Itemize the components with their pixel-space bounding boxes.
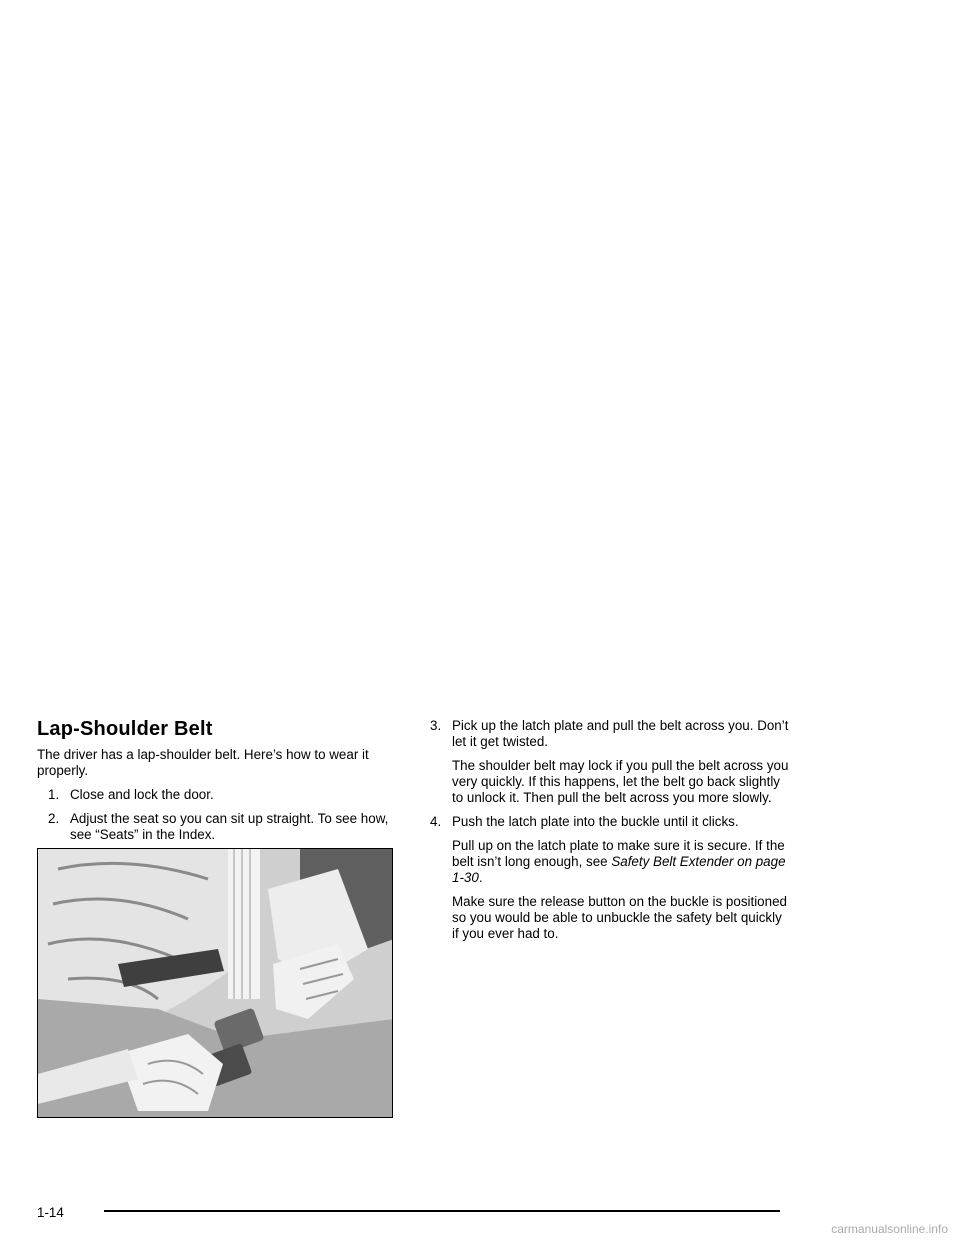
step-4-note-end: .: [478, 870, 483, 885]
step-1-text: Close and lock the door.: [70, 787, 214, 802]
step-4-text: Push the latch plate into the buckle until it clicks.: [452, 814, 739, 829]
step-2: [37, 811, 403, 843]
footer-rule: [104, 1210, 780, 1212]
right-column: [430, 718, 790, 950]
left-column: [37, 747, 403, 851]
seatbelt-illustration: [37, 848, 393, 1118]
step-1: [37, 787, 403, 803]
step-3: [430, 718, 790, 750]
page-number: 1-14: [37, 1205, 64, 1220]
step-4-note: [430, 838, 790, 886]
step-3-number: 3.: [430, 718, 442, 733]
intro-paragraph: The driver has a lap-shoulder belt. Here’s how to wear it properly.: [37, 747, 369, 778]
step-3-text: Pick up the latch plate and pull the belt across you. Don’t let it get twisted.: [452, 718, 789, 749]
step-4-note-2: Make sure the release button on the buckle is positioned so you would be able to unbuckle the safety belt quickly if you ever had to.: [452, 894, 787, 941]
step-1-number: 1.: [48, 787, 60, 802]
section-heading: Lap-Shoulder Belt: [37, 718, 213, 740]
safety-belt-extender-reference: Safety Belt Extender on page 1-30: [452, 854, 786, 885]
step-4-note-text: Pull up on the latch plate to make sure it is secure. If the belt isn’t long enough, see: [452, 838, 785, 869]
step-3-note: The shoulder belt may lock if you pull the belt across you very quickly. If this happens, let the belt go back slightly to unlock it. Then pull the belt across you more slowly.: [452, 758, 789, 805]
step-4-number: 4.: [430, 814, 442, 829]
watermark: carmanualsonline.info: [831, 1222, 948, 1236]
step-4: [430, 814, 790, 830]
step-2-number: 2.: [48, 811, 60, 826]
step-2-text: Adjust the seat so you can sit up straight. To see how, see “Seats” in the Index.: [70, 811, 389, 842]
